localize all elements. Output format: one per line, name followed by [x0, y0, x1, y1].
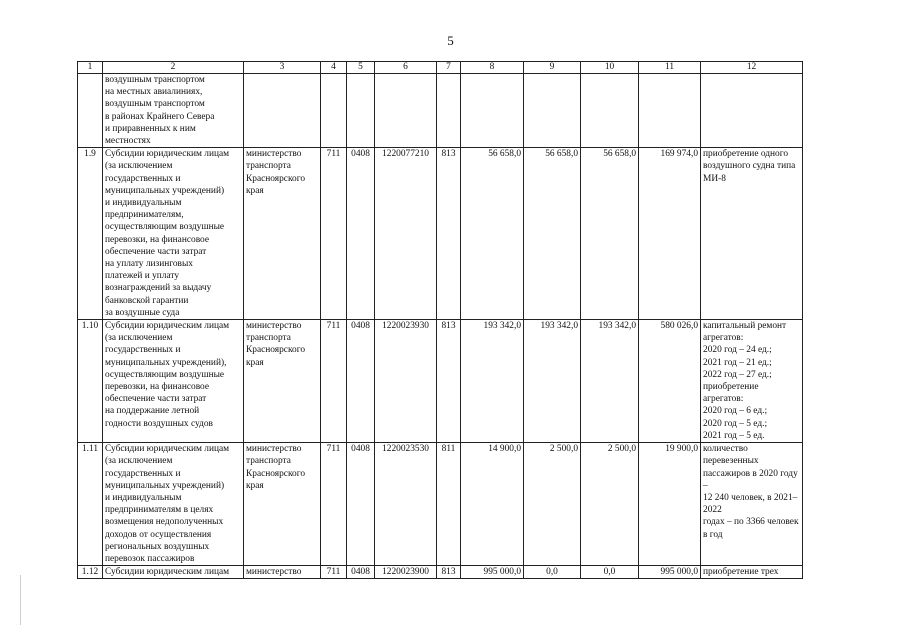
row-grbs: 711: [321, 566, 347, 579]
row-2021: 193 342,0: [524, 320, 581, 443]
row-number: 1.10: [78, 320, 103, 443]
budget-table: [77, 61, 803, 579]
header-cell: 8: [461, 62, 524, 74]
header-cell: 2: [103, 62, 244, 74]
row-result: приобретение одного воздушного судна типа МИ-8: [701, 148, 803, 320]
row-description: Субсидии юридическим лицам (за исключением государственных и муниципальных учреждений) и индивидуальным предпринимателям, осуществляющим воздушные перевозки, на финансовое обеспечение части затрат на уплату лизинговых платежей и уплату вознаграждений за выдачу банковской гарантии за воздушные суда: [103, 148, 244, 320]
row-csr: 1220077210: [375, 148, 437, 320]
header-cell: 1: [78, 62, 103, 74]
table-row: [78, 566, 803, 579]
header-cell: 7: [437, 62, 461, 74]
row-2022: 56 658,0: [581, 148, 639, 320]
row-vr: 813: [437, 566, 461, 579]
row-description: Субсидии юридическим лицам (за исключением государственных и муниципальных учреждений), осуществляющим воздушные перевозки, на финансовое обеспечение части затрат на поддержание летной годности воздушных судов: [103, 320, 244, 443]
row-vr: 811: [437, 443, 461, 566]
header-cell: 4: [321, 62, 347, 74]
row-total: 19 900,0: [639, 443, 701, 566]
row-description: Субсидии юридическим лицам: [103, 566, 244, 579]
header-cell: 11: [639, 62, 701, 74]
row-result: количество перевезенных пассажиров в 2020 году – 12 240 человек, в 2021–2022 годах – по 3366 человек в год: [701, 443, 803, 566]
row-admin: министерство: [244, 566, 321, 579]
row-vr: 813: [437, 320, 461, 443]
row-total: 169 974,0: [639, 148, 701, 320]
header-row: [78, 62, 803, 74]
row-result: приобретение трех: [701, 566, 803, 579]
row-description: Субсидии юридическим лицам (за исключением государственных и муниципальных учреждений) и индивидуальным предпринимателям в целях возмещения недополученных доходов от осуществления региональных воздушных перевозок пассажиров: [103, 443, 244, 566]
row-2022: 193 342,0: [581, 320, 639, 443]
row-2020: 193 342,0: [461, 320, 524, 443]
row-grbs: 711: [321, 148, 347, 320]
row-2022: 2 500,0: [581, 443, 639, 566]
row-result: капитальный ремонт агрегатов: 2020 год – 24 ед.; 2021 год – 21 ед.; 2022 год – 27 ед.; приобретение агрегатов: 2020 год – 6 ед.; 2020 год – 5 ед.; 2021 год – 5 ед.: [701, 320, 803, 443]
row-2022: 0,0: [581, 566, 639, 579]
scan-margin-mark: [20, 575, 21, 625]
row-csr: 1220023900: [375, 566, 437, 579]
header-cell: 10: [581, 62, 639, 74]
row-number: 1.12: [78, 566, 103, 579]
row-2021: 0,0: [524, 566, 581, 579]
header-cell: 6: [375, 62, 437, 74]
row-grbs: 711: [321, 443, 347, 566]
row-admin: министерство транспорта Красноярского края: [244, 443, 321, 566]
row-rzpr: 0408: [347, 320, 375, 443]
row-csr: 1220023530: [375, 443, 437, 566]
table-row: [78, 443, 803, 566]
row-admin: министерство транспорта Красноярского края: [244, 148, 321, 320]
row-grbs: 711: [321, 320, 347, 443]
header-cell: 9: [524, 62, 581, 74]
header-cell: 12: [701, 62, 803, 74]
row-number: 1.9: [78, 148, 103, 320]
row-csr: 1220023930: [375, 320, 437, 443]
row-number: 1.11: [78, 443, 103, 566]
table-row: [78, 320, 803, 443]
row-vr: 813: [437, 148, 461, 320]
header-cell: 5: [347, 62, 375, 74]
row-rzpr: 0408: [347, 566, 375, 579]
row-2021: 56 658,0: [524, 148, 581, 320]
row-admin: министерство транспорта Красноярского края: [244, 320, 321, 443]
row-2020: 14 900,0: [461, 443, 524, 566]
page-number: 5: [447, 33, 454, 48]
row-2020: 56 658,0: [461, 148, 524, 320]
row-total: 995 000,0: [639, 566, 701, 579]
row-description: воздушным транспортом на местных авиалиниях, воздушным транспортом в районах Крайнего Севера и приравненных к ним местностях: [103, 74, 244, 148]
row-rzpr: 0408: [347, 148, 375, 320]
row-total: 580 026,0: [639, 320, 701, 443]
row-rzpr: 0408: [347, 443, 375, 566]
header-cell: 3: [244, 62, 321, 74]
row-number: [78, 74, 103, 148]
row-2021: 2 500,0: [524, 443, 581, 566]
table-row: [78, 148, 803, 320]
table-row: [78, 74, 803, 148]
row-2020: 995 000,0: [461, 566, 524, 579]
